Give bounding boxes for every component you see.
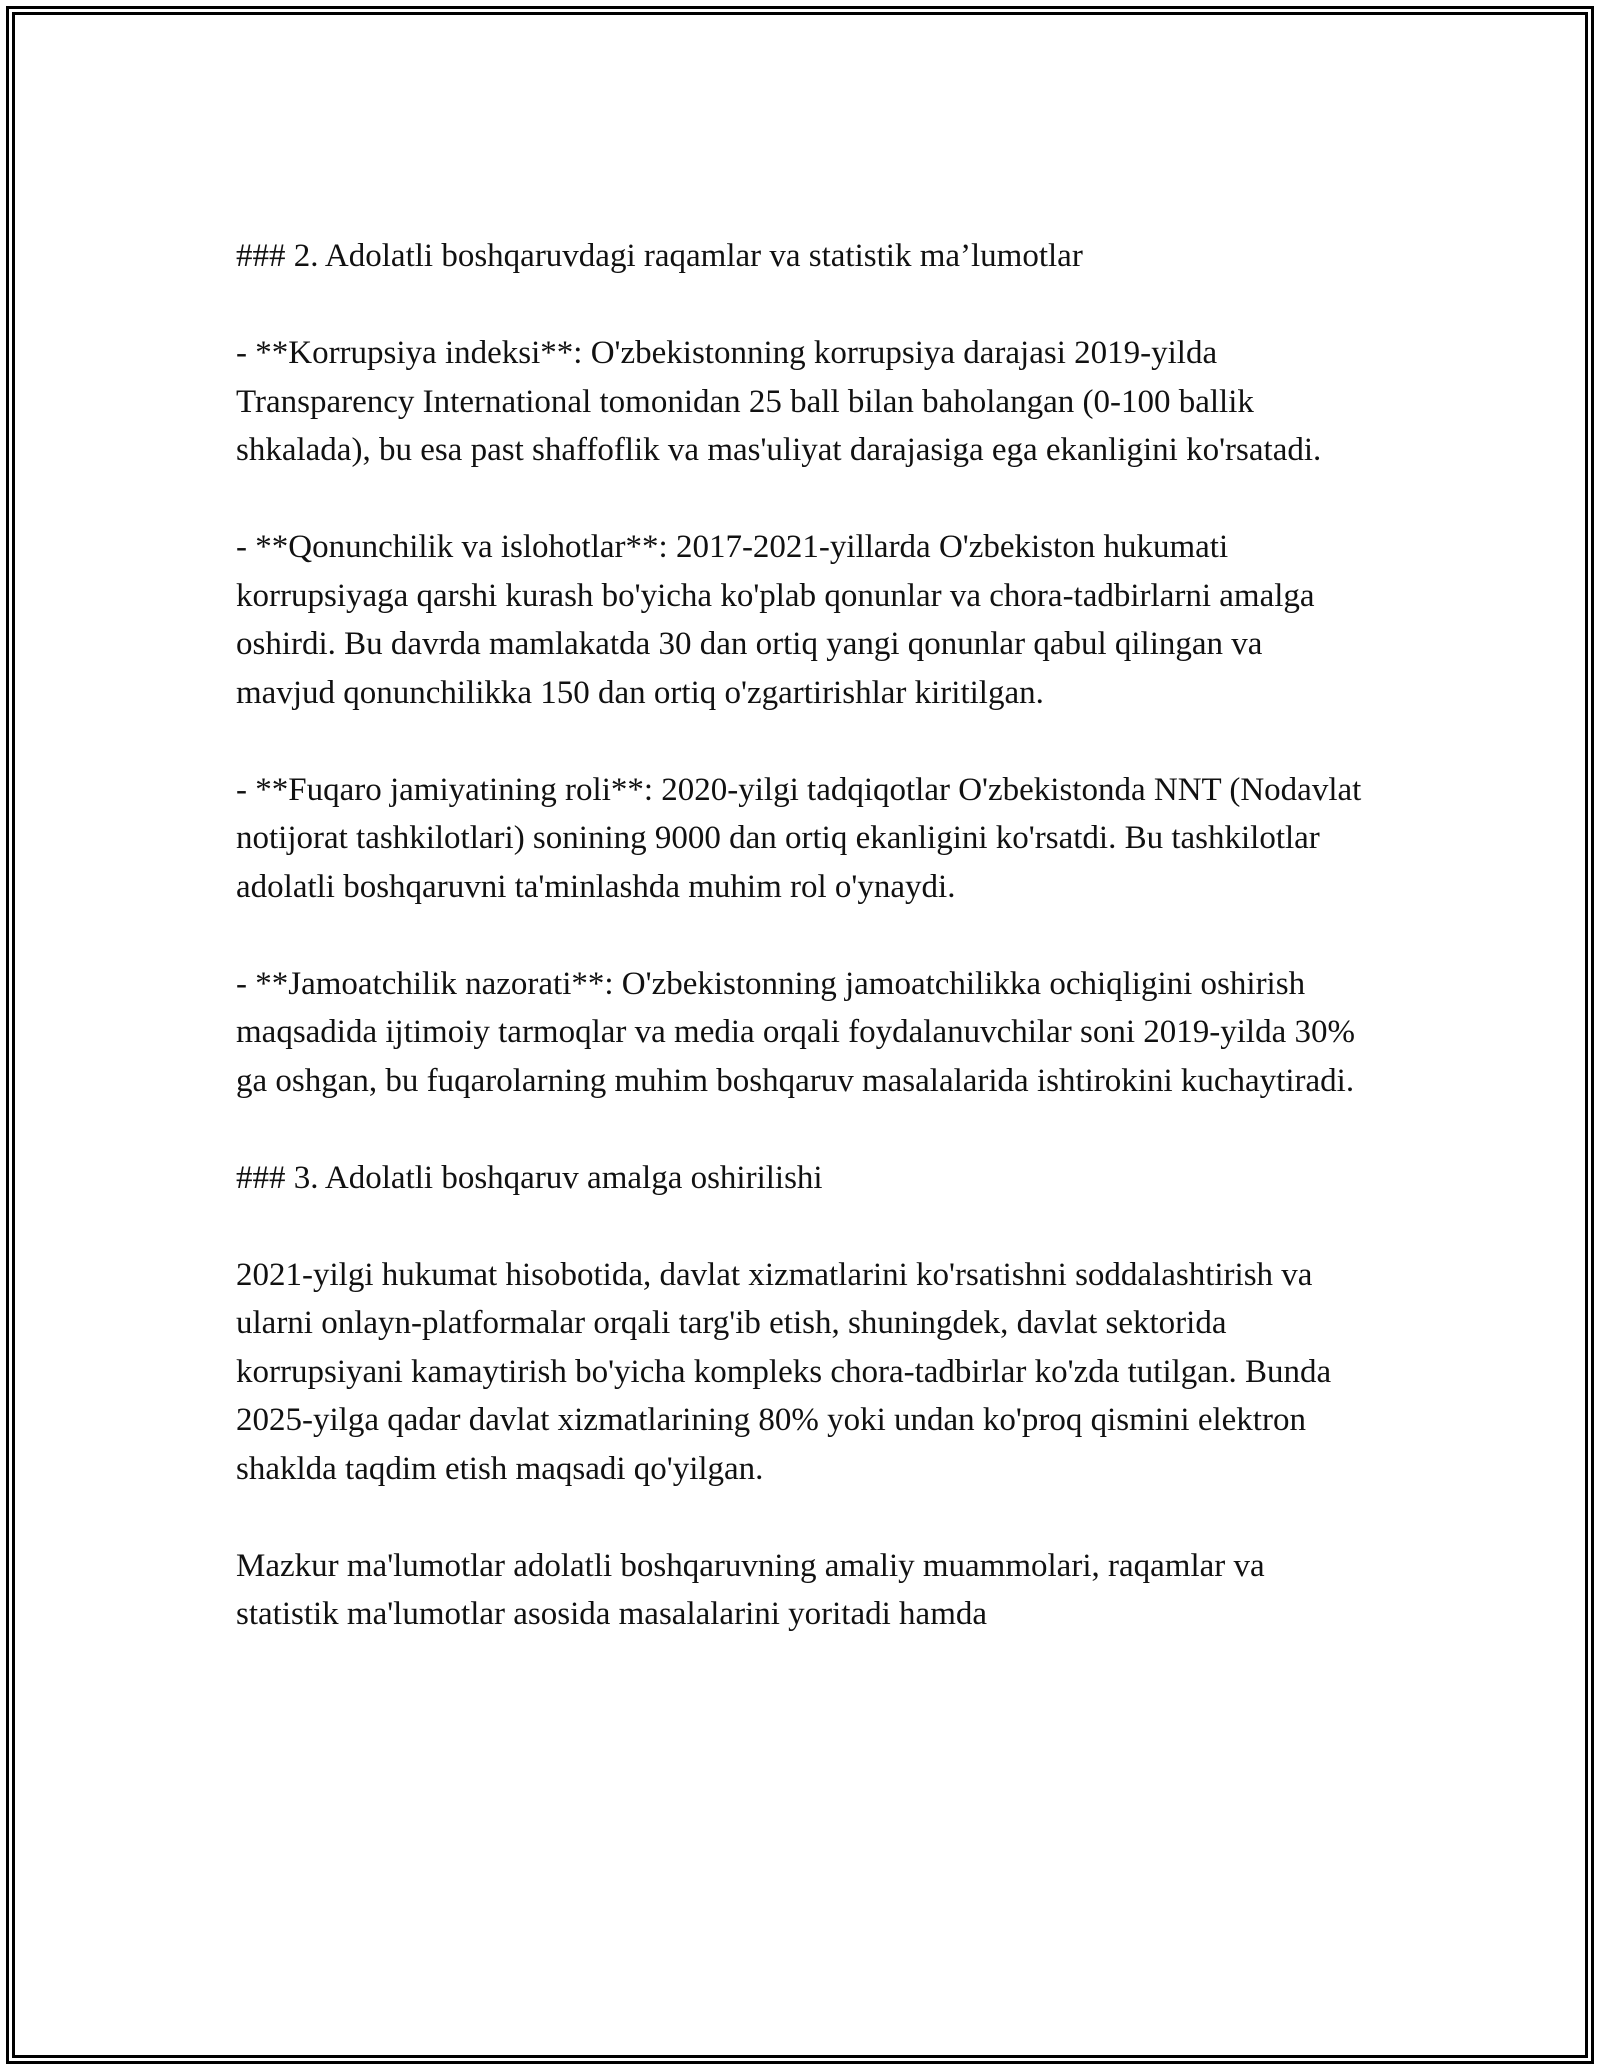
list-item-jamoatchilik-nazorati: - **Jamoatchilik nazorati**: O'zbekistonning jamoatchilikka ochiqligini oshirish maqsadida ijtimoiy tarmoqlar va media orqali foydalanuvchilar soni 2019-yilda 30% ga oshgan, bu fuqarolarning muhim boshqaruv masalalarida ishtirokini kuchaytiradi.	[236, 965, 1355, 1099]
list-item-korrupsiya-indeksi: - **Korrupsiya indeksi**: O'zbekistonning korrupsiya darajasi 2019-yilda Transparency International tomonidan 25 ball bilan baholangan (0-100 ballik shkalada), bu esa past shaffoflik va mas'uliyat darajasiga ega ekanligini ko'rsatadi.	[236, 335, 1322, 468]
paragraph-hukumat-hisoboti: 2021-yilgi hukumat hisobotida, davlat xizmatlarini ko'rsatishni soddalashtirish va ularni onlayn-platformalar orqali targ'ib etish, shuningdek, davlat sektorida korrupsiyani kamaytirish bo'yicha kompleks chora-tadbirlar ko'zda tutilgan. Bunda 2025-yilga qadar davlat xizmatlarining 80% yoki undan ko'proq qismini elektron shaklda taqdim etish maqsadi qo'yilgan.	[236, 1256, 1332, 1487]
list-item-qonunchilik: - **Qonunchilik va islohotlar**: 2017-2021-yillarda O'zbekiston hukumati korrupsiyaga qarshi kurash bo'yicha ko'plab qonunlar va chora-tadbirlarni amalga oshirdi. Bu davrda mamlakatda 30 dan ortiq yangi qonunlar qabul qilingan va mavjud qonunchilikka 150 dan ortiq o'zgartirishlar kiritilgan.	[236, 529, 1315, 711]
section-heading-2: ### 2. Adolatli boshqaruvdagi raqamlar va statistik ma’lumotlar	[236, 238, 1083, 274]
section-heading-3: ### 3. Adolatli boshqaruv amalga oshirilishi	[236, 1159, 823, 1196]
document-body	[236, 232, 1366, 1639]
paragraph-mazkur: Mazkur ma'lumotlar adolatli boshqaruvning amaliy muammolari, raqamlar va statistik ma'lumotlar asosida masalalarini yoritadi hamda	[236, 1547, 1265, 1632]
list-item-fuqaro-jamiyati: - **Fuqaro jamiyatining roli**: 2020-yilgi tadqiqotlar O'zbekistonda NNT (Nodavlat notijorat tashkilotlari) sonining 9000 dan ortiq ekanligini ko'rsatdi. Bu tashkilotlar adolatli boshqaruvni ta'minlashda muhim rol o'ynaydi.	[236, 771, 1362, 905]
